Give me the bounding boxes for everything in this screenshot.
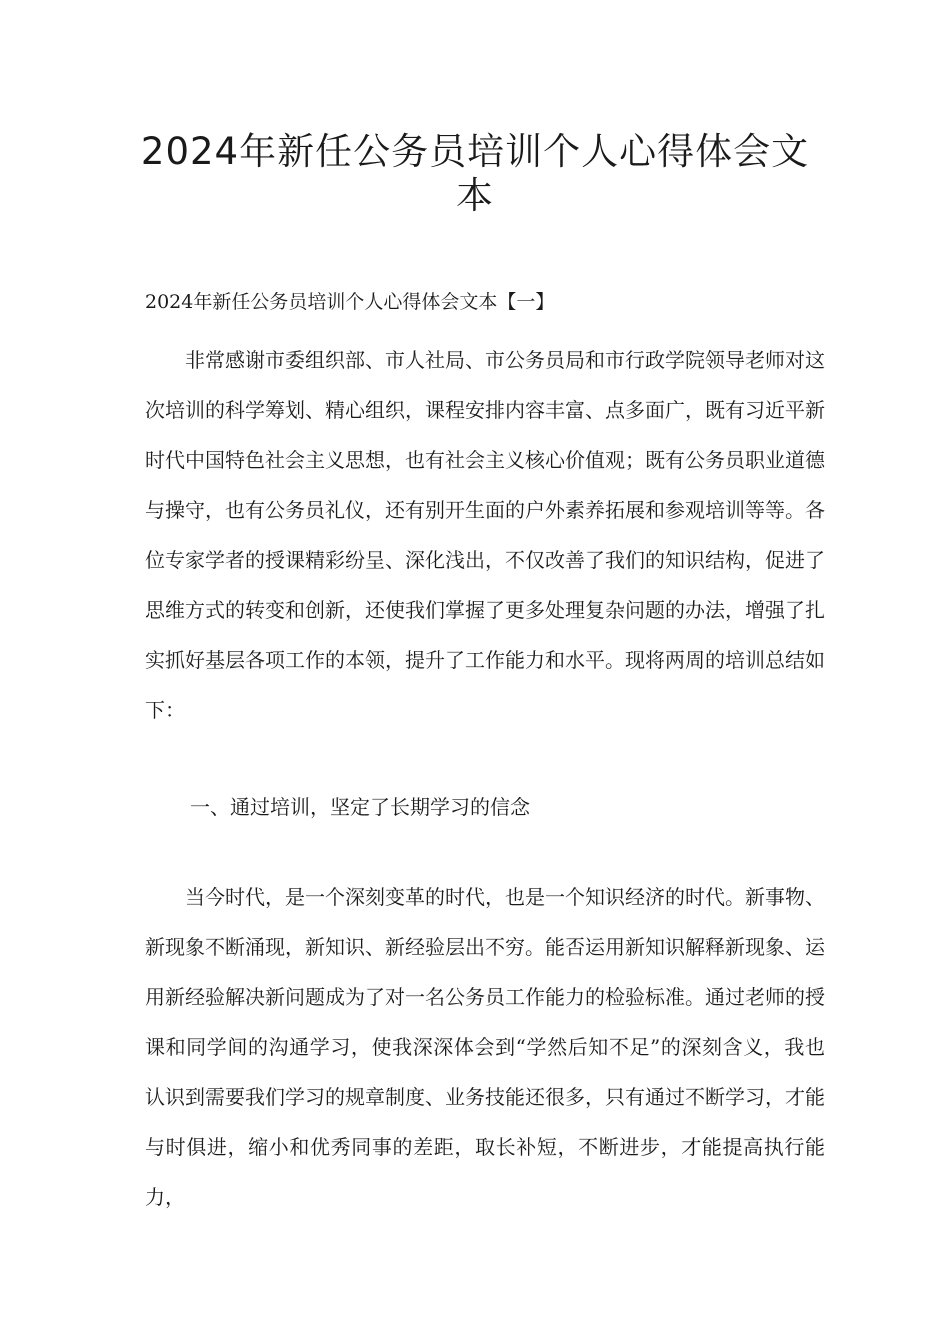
document-title: [130, 130, 820, 218]
document-title-text: 2024年新任公务员培训个人心得体会文本: [140, 130, 810, 217]
body-paragraph-1: 非常感谢市委组织部、市人社局、市公务员局和市行政学院领导老师对这次培训的科学筹划、精心组织，课程安排内容丰富、点多面广，既有习近平新时代中国特色社会主义思想，也有社会主义核心价值观；既有公务员职业道德与操守，也有公务员礼仪，还有别开生面的户外素养拓展和参观培训等等。各位专家学者的授课精彩纷呈、深化浅出，不仅改善了我们的知识结构，促进了思维方式的转变和创新，还使我们掌握了更多处理复杂问题的办法，增强了扎实抓好基层各项工作的本领，提升了工作能力和水平。现将两周的培训总结如下：: [145, 348, 825, 722]
body-paragraph-2: 当今时代，是一个深刻变革的时代，也是一个知识经济的时代。新事物、新现象不断涌现，新知识、新经验层出不穷。能否运用新知识解释新现象、运用新经验解决新问题成为了对一名公务员工作能力的检验标准。通过老师的授课和同学间的沟通学习，使我深深体会到“学然后知不足”的深刻含义，我也认识到需要我们学习的规章制度、业务技能还很多，只有通过不断学习，才能与时俱进，缩小和优秀同事的差距，取长补短，不断进步，才能提高执行能力，: [145, 885, 825, 1209]
section-heading-1: 一、通过培训，坚定了长期学习的信念: [190, 795, 530, 819]
section-subtitle: 2024年新任公务员培训个人心得体会文本【一】: [145, 291, 555, 313]
